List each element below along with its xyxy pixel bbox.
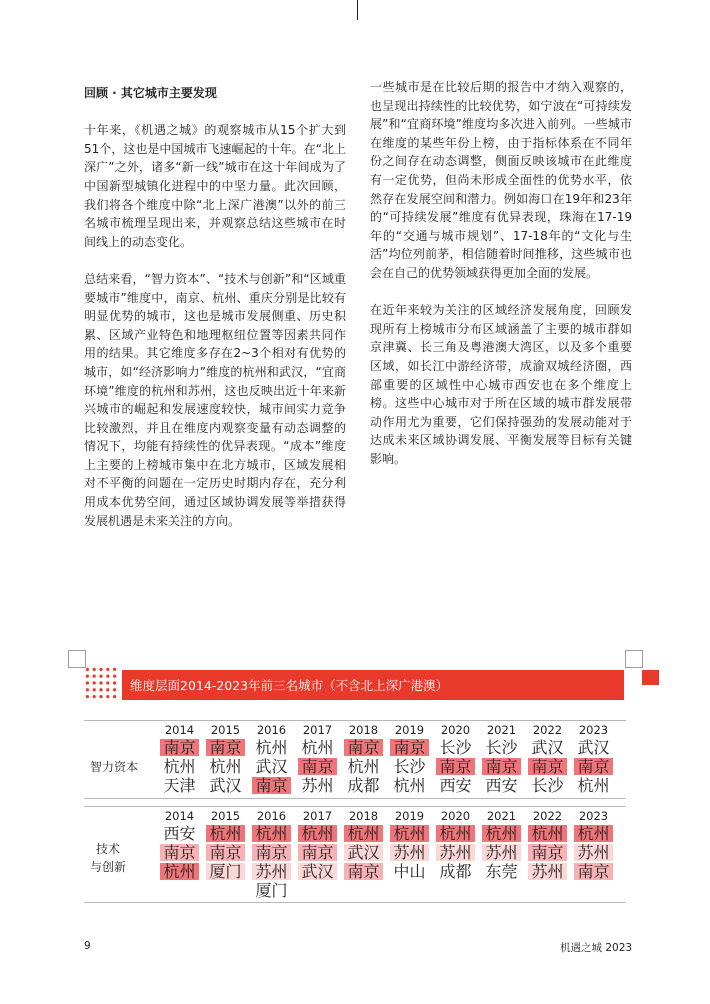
year-header: 2017	[302, 809, 333, 823]
column-top-rule	[357, 0, 358, 20]
table-cell: 南京	[528, 758, 567, 775]
year-header: 2023	[578, 723, 609, 737]
table-cell: 南京	[206, 739, 245, 756]
right-column	[370, 78, 632, 487]
table-cell: 杭州	[252, 825, 291, 842]
table-cell: 天津	[163, 776, 196, 795]
table-cell: 杭州	[436, 825, 475, 842]
table-rule	[84, 798, 626, 799]
year-header: 2016	[256, 723, 287, 737]
decorative-dot-grid	[84, 666, 118, 700]
table-cell: 长沙	[393, 757, 426, 776]
table-cell: 成都	[347, 776, 380, 795]
year-header: 2021	[486, 723, 517, 737]
table-cell: 杭州	[347, 757, 380, 776]
year-header: 2022	[532, 809, 563, 823]
table-cell: 南京	[206, 844, 245, 861]
table-cell: 苏州	[436, 844, 475, 861]
decorative-square	[625, 650, 643, 668]
table-cell: 南京	[160, 844, 199, 861]
table-cell: 杭州	[301, 738, 334, 757]
year-header: 2015	[210, 723, 241, 737]
table-rule	[84, 902, 626, 903]
table-cell: 长沙	[531, 776, 564, 795]
table-cell: 杭州	[577, 776, 610, 795]
table-cell: 杭州	[393, 776, 426, 795]
table-cell: 武汉	[577, 738, 610, 757]
table-cell: 厦门	[206, 863, 245, 880]
decorative-red-square	[642, 670, 659, 685]
table-cell: 杭州	[574, 825, 613, 842]
table-cell: 南京	[482, 758, 521, 775]
table-cell: 杭州	[390, 825, 429, 842]
table-cell: 武汉	[531, 738, 564, 757]
table-cell: 南京	[252, 777, 291, 794]
table-cell: 杭州	[298, 825, 337, 842]
left-column	[84, 84, 346, 549]
table-cell: 西安	[439, 776, 472, 795]
table-cell: 杭州	[163, 757, 196, 776]
table-cell: 成都	[439, 862, 472, 881]
year-header: 2019	[394, 809, 425, 823]
year-header: 2015	[210, 809, 241, 823]
table-cell: 中山	[393, 862, 426, 881]
table-cell: 苏州	[482, 844, 521, 861]
row-group-label: 智力资本	[90, 760, 139, 774]
year-header: 2022	[532, 723, 563, 737]
table-cell: 西安	[163, 824, 196, 843]
table-cell: 南京	[528, 844, 567, 861]
table-cell: 南京	[298, 844, 337, 861]
year-header: 2016	[256, 809, 287, 823]
table-cell: 武汉	[298, 863, 337, 880]
year-header: 2021	[486, 809, 517, 823]
table-cell: 杭州	[344, 825, 383, 842]
table-cell: 苏州	[528, 863, 567, 880]
table-cell: 厦门	[255, 881, 288, 900]
table-cell: 南京	[344, 863, 383, 880]
year-header: 2020	[440, 723, 471, 737]
table-cell: 杭州	[209, 757, 242, 776]
table-rule	[84, 806, 626, 807]
table-cell: 杭州	[528, 825, 567, 842]
year-header: 2020	[440, 809, 471, 823]
table-cell: 南京	[252, 844, 291, 861]
table-cell: 苏州	[252, 863, 291, 880]
table-cell: 南京	[574, 863, 613, 880]
year-header: 2019	[394, 723, 425, 737]
table-cell: 西安	[485, 776, 518, 795]
table-cell: 杭州	[206, 825, 245, 842]
year-header: 2018	[348, 723, 379, 737]
table-cell: 南京	[160, 739, 199, 756]
table-cell: 武汉	[344, 844, 383, 861]
table-cell: 武汉	[255, 757, 288, 776]
table-cell: 南京	[390, 739, 429, 756]
year-header: 2014	[164, 723, 195, 737]
table-cell: 南京	[574, 758, 613, 775]
table-cell: 长沙	[485, 738, 518, 757]
year-header: 2018	[348, 809, 379, 823]
body-paragraph: 十年来，《机遇之城》的观察城市从15个扩大到51个，这也是中国城市飞速崛起的十年。在“北上深广”之外，诸多“新一线”城市在这十年间成为了中国新型城镇化进程中的中坚力量。此次回顾，我们将各个维度中除“北上深广港澳”以外的前三名城市梳理呈现出来，并观察总结这些城市在时间线上的动态变化。	[84, 123, 346, 249]
table-cell: 苏州	[301, 776, 334, 795]
page-number: 9	[84, 940, 91, 952]
table-rule	[84, 720, 626, 721]
table-cell: 南京	[436, 758, 475, 775]
table-title: 维度层面2014-2023年前三名城市（不含北上深广港澳）	[130, 678, 449, 693]
publication-name: 机遇之城 2023	[560, 942, 633, 954]
table-cell: 杭州	[482, 825, 521, 842]
row-group-label: 技术	[96, 842, 121, 856]
table-cell: 长沙	[439, 738, 472, 757]
table-cell: 南京	[298, 758, 337, 775]
row-group-label: 与创新	[90, 860, 127, 874]
table-cell: 杭州	[160, 863, 199, 880]
table-cell: 苏州	[574, 844, 613, 861]
body-paragraph: 总结来看，“智力资本”、“技术与创新”和“区域重要城市”维度中，南京、杭州、重庆分别是比较有明显优势的城市，这也是城市发展侧重、历史积累、区域产业特色和地理枢纽位置等因素共同作用的结果。其它维度多存在2~3个相对有优势的城市，如“经济影响力”维度的杭州和武汉，“宜商环境”维度的杭州和苏州，这也反映出近十年来新兴城市的崛起和发展速度较快，城市间实力竞争比较激烈，并且在维度内观察变量有动态调整的情况下，均能有持续性的优异表现。“成本”维度上主要的上榜城市集中在北方城市，区域发展相对不平衡的问题在一定历史时期内存在，充分利用成本优势空间，通过区域协调发展等举措获得发展机遇是未来关注的方向。	[84, 271, 346, 528]
body-paragraph: 一些城市是在比较后期的报告中才纳入观察的，也呈现出持续性的比较优势，如宁波在“可持续发展”和“宜商环境”维度均多次进入前列。一些城市在维度的某些年份上榜，由于指标体系在不同年份之间存在动态调整，侧面反映该城市在此维度有一定优势，但尚未形成全面性的优势水平，依然存在发展空间和潜力。例如海口在19年和23年的“可持续发展”维度有优异表现，珠海在17-19年的“交通与城市规划”、17-18年的“文化与生活”均位列前茅，相信随着时间推移，这些城市也会在自己的优势领域获得更加全面的发展。	[370, 80, 632, 280]
year-header: 2023	[578, 809, 609, 823]
body-paragraph: 在近年来较为关注的区域经济发展角度，回顾发现所有上榜城市分布区域涵盖了主要的城市群如京津冀、长三角及粤港澳大湾区，以及多个重要区域，如长江中游经济带，成渝双城经济圈，西部重要的区域性中心城市西安也在多个维度上榜。这些中心城市对于所在区域的城市群发展带动作用尤为重要，它们保持强劲的发展动能对于达成未来区域协调发展、平衡发展等目标有关键影响。	[370, 303, 632, 466]
year-header: 2014	[164, 809, 195, 823]
table-cell: 苏州	[390, 844, 429, 861]
table-cell: 南京	[344, 739, 383, 756]
table-cell: 东莞	[485, 862, 518, 881]
section-heading: 回顾 · 其它城市主要发现	[84, 86, 217, 100]
table-cell: 武汉	[209, 776, 242, 795]
year-header: 2017	[302, 723, 333, 737]
table-title-banner	[122, 670, 624, 700]
table-cell: 杭州	[255, 738, 288, 757]
